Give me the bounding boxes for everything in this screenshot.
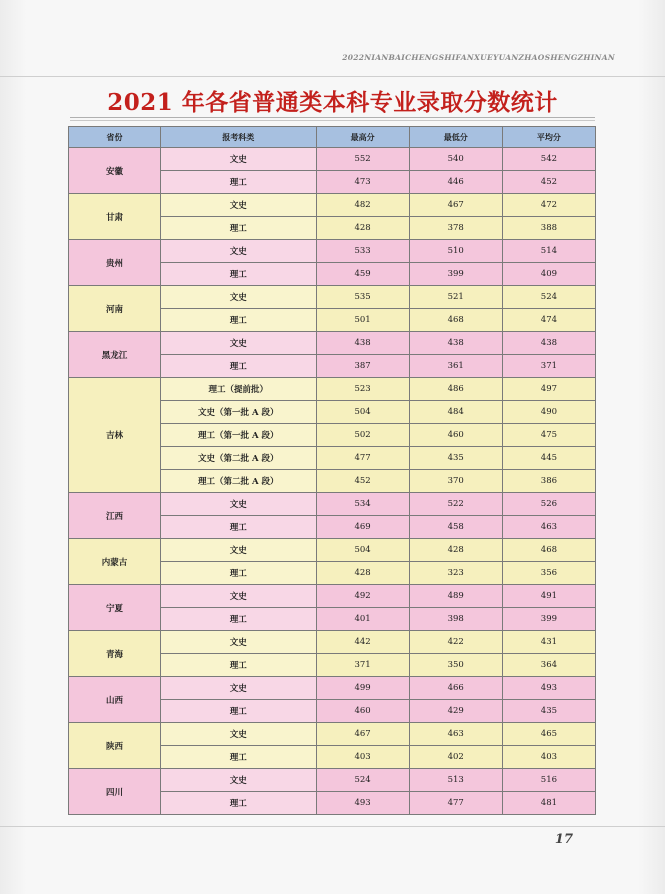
- max-score-cell: 524: [316, 769, 409, 792]
- category-cell: 文史（第二批 A 段）: [161, 447, 316, 470]
- page-number: 17: [554, 832, 573, 847]
- min-score-cell: 489: [409, 585, 502, 608]
- province-cell: 安徽: [69, 148, 161, 194]
- avg-score-cell: 481: [502, 792, 595, 815]
- province-cell: 黑龙江: [69, 332, 161, 378]
- min-score-cell: 466: [409, 677, 502, 700]
- category-cell: 文史: [161, 148, 316, 171]
- category-cell: 理工（第一批 A 段）: [161, 424, 316, 447]
- avg-score-cell: 542: [502, 148, 595, 171]
- max-score-cell: 504: [316, 539, 409, 562]
- table-body: [69, 148, 596, 815]
- min-score-cell: 438: [409, 332, 502, 355]
- table-row: [69, 286, 596, 309]
- category-cell: 文史: [161, 585, 316, 608]
- max-score-cell: 467: [316, 723, 409, 746]
- avg-score-cell: 516: [502, 769, 595, 792]
- category-cell: 理工（第二批 A 段）: [161, 470, 316, 493]
- min-score-cell: 446: [409, 171, 502, 194]
- avg-score-cell: 472: [502, 194, 595, 217]
- min-score-cell: 486: [409, 378, 502, 401]
- min-score-cell: 463: [409, 723, 502, 746]
- table-row: [69, 631, 596, 654]
- province-cell: 青海: [69, 631, 161, 677]
- max-score-cell: 552: [316, 148, 409, 171]
- max-score-cell: 504: [316, 401, 409, 424]
- table-row: [69, 194, 596, 217]
- category-cell: 理工: [161, 700, 316, 723]
- category-cell: 理工: [161, 746, 316, 769]
- category-cell: 理工: [161, 263, 316, 286]
- min-score-cell: 429: [409, 700, 502, 723]
- province-cell: 山西: [69, 677, 161, 723]
- avg-score-cell: 465: [502, 723, 595, 746]
- avg-score-cell: 431: [502, 631, 595, 654]
- avg-score-cell: 356: [502, 562, 595, 585]
- page-title: 2021 年各省普通类本科专业录取分数统计: [107, 89, 558, 116]
- province-cell: 江西: [69, 493, 161, 539]
- running-header: 2022NIANBAICHENGSHIFANXUEYUANZHAOSHENGZHINAN: [342, 53, 615, 62]
- province-cell: 甘肃: [69, 194, 161, 240]
- category-cell: 理工: [161, 217, 316, 240]
- category-cell: 文史: [161, 677, 316, 700]
- category-cell: 理工: [161, 654, 316, 677]
- category-cell: 文史: [161, 332, 316, 355]
- category-cell: 理工: [161, 171, 316, 194]
- table-row: [69, 677, 596, 700]
- min-score-cell: 350: [409, 654, 502, 677]
- avg-score-cell: 403: [502, 746, 595, 769]
- avg-score-cell: 435: [502, 700, 595, 723]
- category-cell: 文史: [161, 539, 316, 562]
- max-score-cell: 442: [316, 631, 409, 654]
- min-score-cell: 402: [409, 746, 502, 769]
- column-header-avg: 平均分: [502, 127, 595, 148]
- min-score-cell: 540: [409, 148, 502, 171]
- max-score-cell: 492: [316, 585, 409, 608]
- category-cell: 理工: [161, 608, 316, 631]
- avg-score-cell: 526: [502, 493, 595, 516]
- province-cell: 内蒙古: [69, 539, 161, 585]
- avg-score-cell: 493: [502, 677, 595, 700]
- table-row: [69, 240, 596, 263]
- category-cell: 理工（提前批）: [161, 378, 316, 401]
- category-cell: 理工: [161, 562, 316, 585]
- avg-score-cell: 463: [502, 516, 595, 539]
- table-row: [69, 585, 596, 608]
- avg-score-cell: 438: [502, 332, 595, 355]
- avg-score-cell: 468: [502, 539, 595, 562]
- table-row: [69, 332, 596, 355]
- max-score-cell: 535: [316, 286, 409, 309]
- max-score-cell: 438: [316, 332, 409, 355]
- min-score-cell: 460: [409, 424, 502, 447]
- avg-score-cell: 388: [502, 217, 595, 240]
- min-score-cell: 513: [409, 769, 502, 792]
- table-header-row: [69, 127, 596, 148]
- province-cell: 河南: [69, 286, 161, 332]
- avg-score-cell: 524: [502, 286, 595, 309]
- max-score-cell: 477: [316, 447, 409, 470]
- avg-score-cell: 452: [502, 171, 595, 194]
- max-score-cell: 371: [316, 654, 409, 677]
- avg-score-cell: 445: [502, 447, 595, 470]
- avg-score-cell: 475: [502, 424, 595, 447]
- min-score-cell: 467: [409, 194, 502, 217]
- table-row: [69, 493, 596, 516]
- min-score-cell: 428: [409, 539, 502, 562]
- min-score-cell: 468: [409, 309, 502, 332]
- min-score-cell: 399: [409, 263, 502, 286]
- category-cell: 文史（第一批 A 段）: [161, 401, 316, 424]
- footer-divider: [0, 826, 665, 827]
- max-score-cell: 403: [316, 746, 409, 769]
- max-score-cell: 469: [316, 516, 409, 539]
- min-score-cell: 323: [409, 562, 502, 585]
- avg-score-cell: 409: [502, 263, 595, 286]
- column-header-max: 最高分: [316, 127, 409, 148]
- province-cell: 吉林: [69, 378, 161, 493]
- max-score-cell: 460: [316, 700, 409, 723]
- header-divider: [0, 76, 665, 77]
- max-score-cell: 428: [316, 562, 409, 585]
- category-cell: 理工: [161, 516, 316, 539]
- max-score-cell: 499: [316, 677, 409, 700]
- avg-score-cell: 490: [502, 401, 595, 424]
- max-score-cell: 387: [316, 355, 409, 378]
- avg-score-cell: 474: [502, 309, 595, 332]
- avg-score-cell: 386: [502, 470, 595, 493]
- max-score-cell: 501: [316, 309, 409, 332]
- score-table: [68, 126, 596, 815]
- category-cell: 理工: [161, 355, 316, 378]
- max-score-cell: 523: [316, 378, 409, 401]
- min-score-cell: 370: [409, 470, 502, 493]
- min-score-cell: 510: [409, 240, 502, 263]
- category-cell: 文史: [161, 240, 316, 263]
- column-header-province: 省份: [69, 127, 161, 148]
- max-score-cell: 482: [316, 194, 409, 217]
- category-cell: 文史: [161, 769, 316, 792]
- min-score-cell: 378: [409, 217, 502, 240]
- category-cell: 文史: [161, 286, 316, 309]
- table-row: [69, 769, 596, 792]
- min-score-cell: 361: [409, 355, 502, 378]
- column-header-category: 报考科类: [161, 127, 316, 148]
- max-score-cell: 428: [316, 217, 409, 240]
- min-score-cell: 458: [409, 516, 502, 539]
- min-score-cell: 435: [409, 447, 502, 470]
- category-cell: 文史: [161, 631, 316, 654]
- avg-score-cell: 497: [502, 378, 595, 401]
- max-score-cell: 473: [316, 171, 409, 194]
- table-row: [69, 539, 596, 562]
- province-cell: 四川: [69, 769, 161, 815]
- max-score-cell: 452: [316, 470, 409, 493]
- table-row: [69, 378, 596, 401]
- min-score-cell: 422: [409, 631, 502, 654]
- column-header-min: 最低分: [409, 127, 502, 148]
- max-score-cell: 493: [316, 792, 409, 815]
- avg-score-cell: 399: [502, 608, 595, 631]
- max-score-cell: 459: [316, 263, 409, 286]
- min-score-cell: 477: [409, 792, 502, 815]
- avg-score-cell: 364: [502, 654, 595, 677]
- avg-score-cell: 491: [502, 585, 595, 608]
- max-score-cell: 401: [316, 608, 409, 631]
- max-score-cell: 502: [316, 424, 409, 447]
- province-cell: 陕西: [69, 723, 161, 769]
- table-row: [69, 148, 596, 171]
- min-score-cell: 398: [409, 608, 502, 631]
- province-cell: 贵州: [69, 240, 161, 286]
- avg-score-cell: 514: [502, 240, 595, 263]
- max-score-cell: 533: [316, 240, 409, 263]
- category-cell: 文史: [161, 194, 316, 217]
- category-cell: 文史: [161, 493, 316, 516]
- max-score-cell: 534: [316, 493, 409, 516]
- min-score-cell: 521: [409, 286, 502, 309]
- category-cell: 理工: [161, 309, 316, 332]
- category-cell: 文史: [161, 723, 316, 746]
- min-score-cell: 522: [409, 493, 502, 516]
- avg-score-cell: 371: [502, 355, 595, 378]
- province-cell: 宁夏: [69, 585, 161, 631]
- title-underline-secondary: [70, 120, 595, 121]
- min-score-cell: 484: [409, 401, 502, 424]
- title-underline: [70, 117, 595, 118]
- table-row: [69, 723, 596, 746]
- category-cell: 理工: [161, 792, 316, 815]
